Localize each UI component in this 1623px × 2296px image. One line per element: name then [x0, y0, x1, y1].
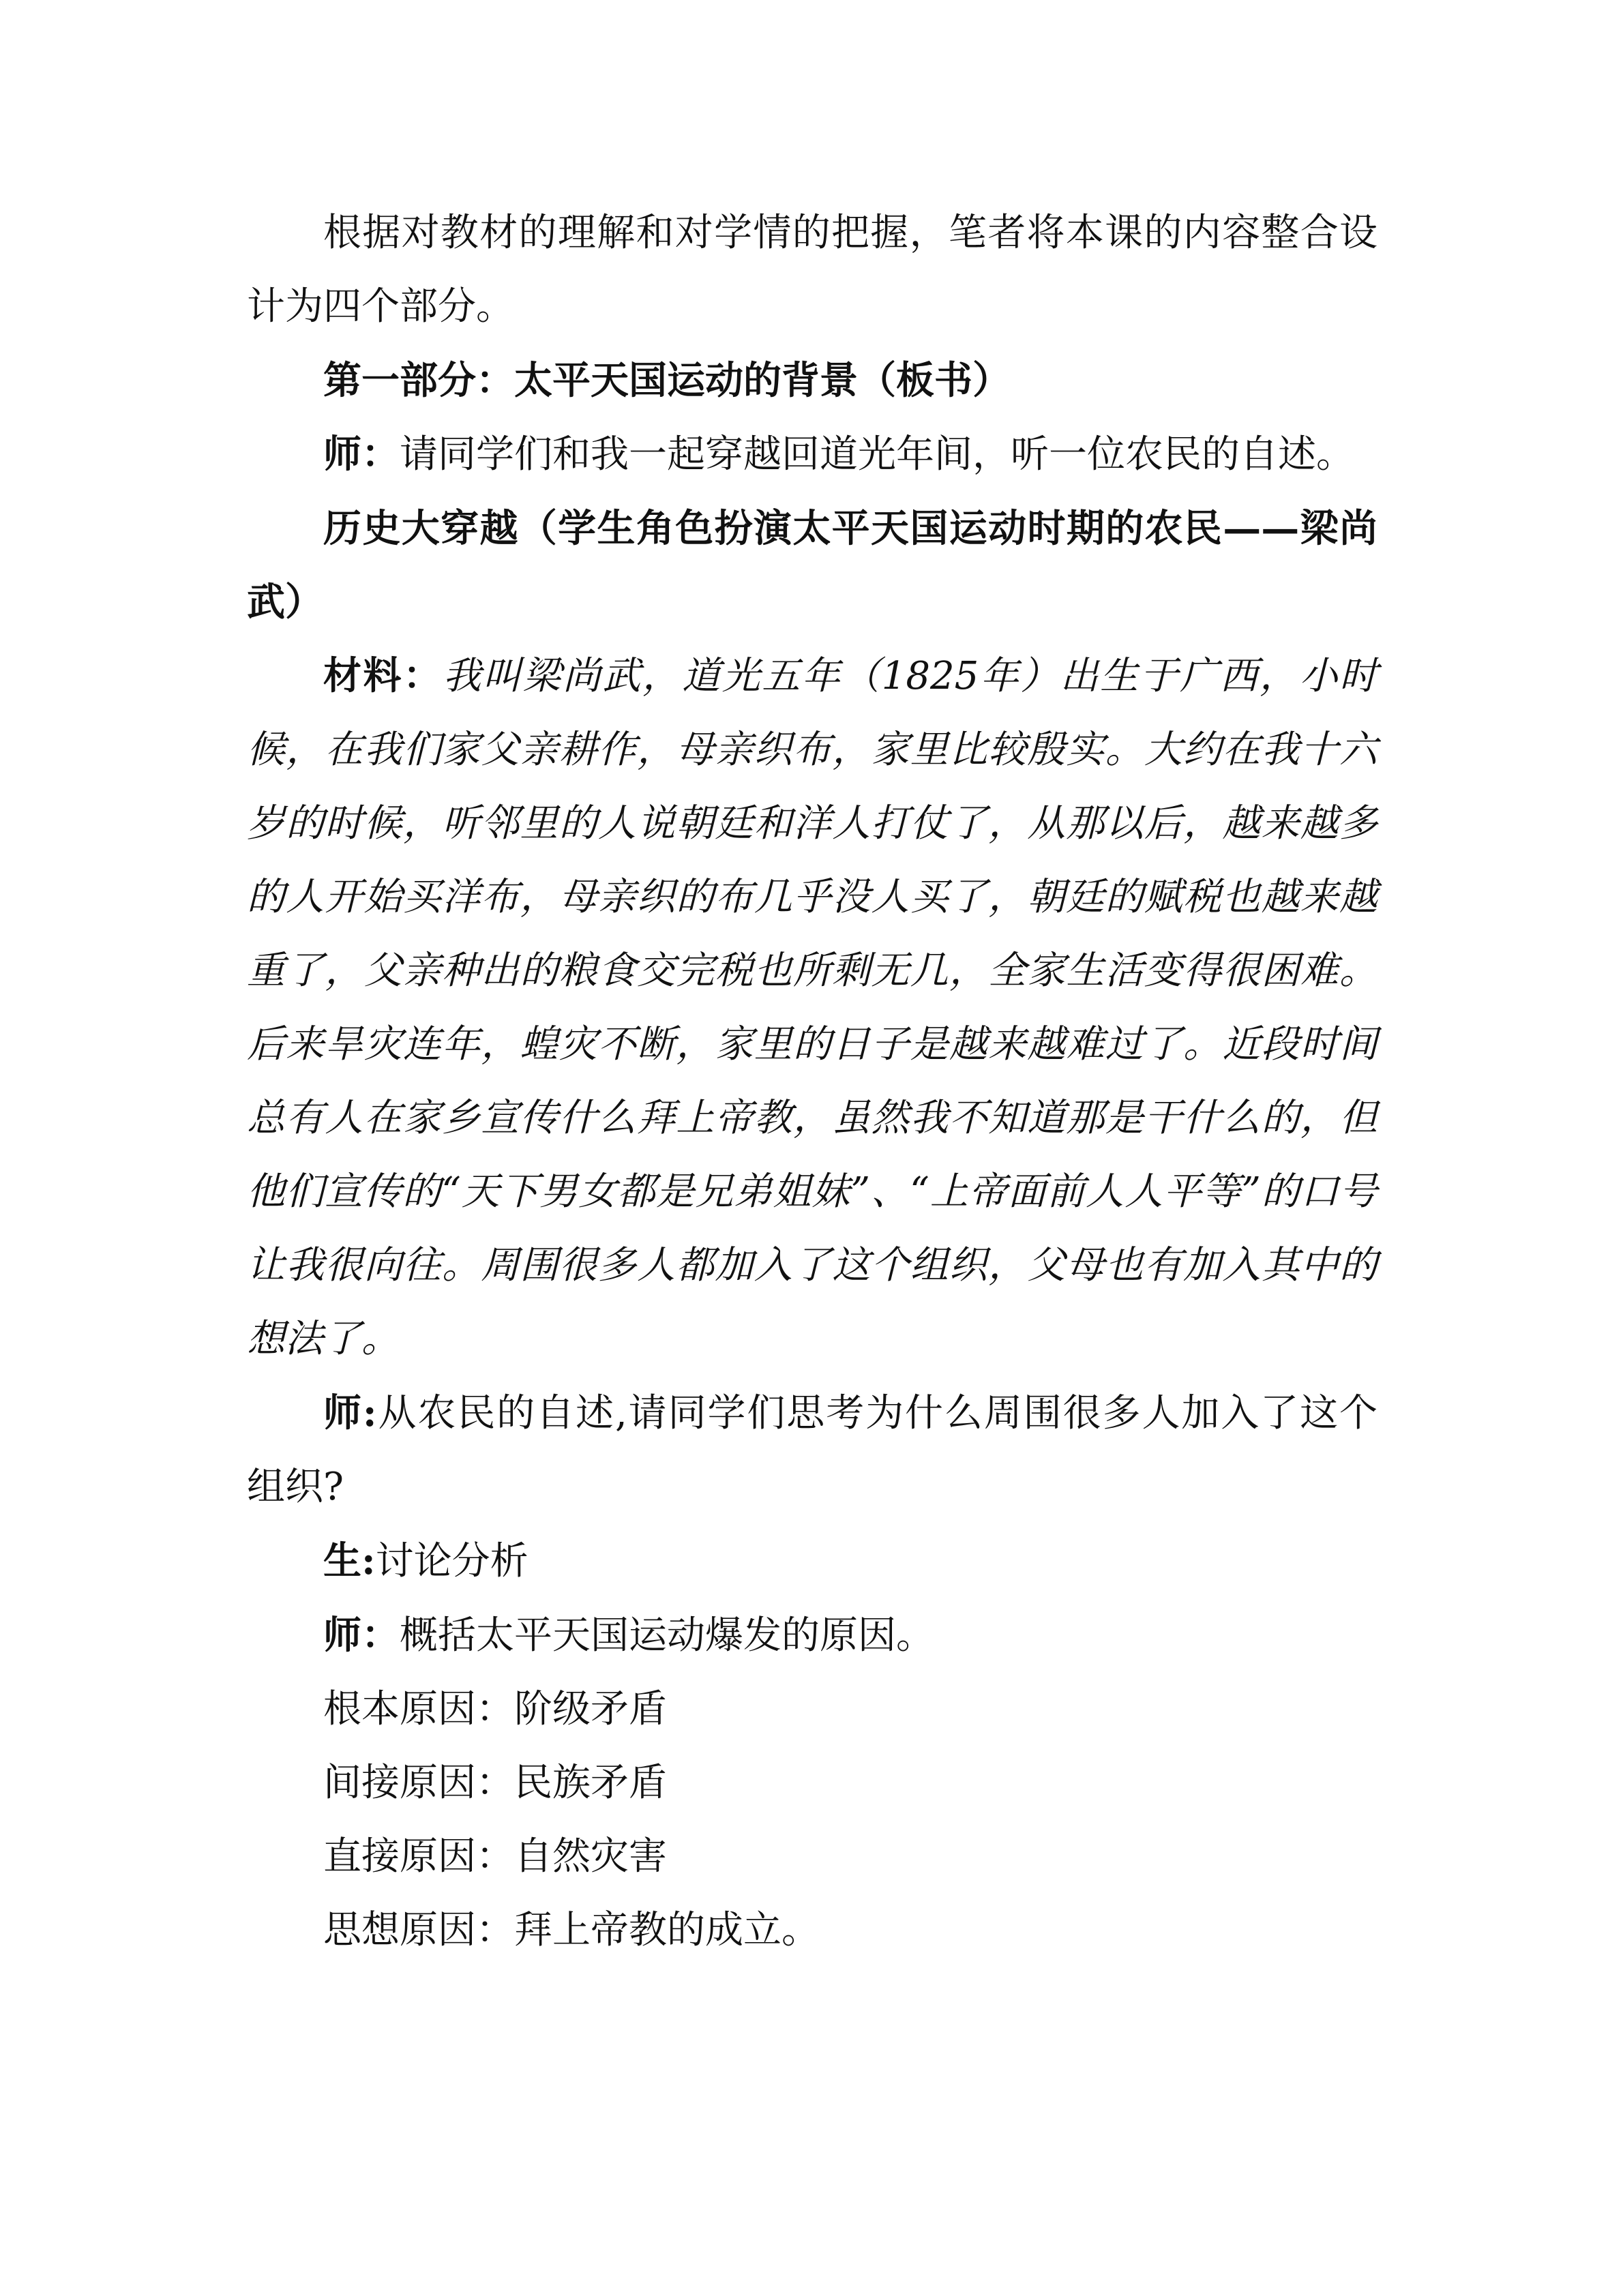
- teacher-text: 概括太平天国运动爆发的原因。: [400, 1613, 934, 1658]
- student-paragraph: [247, 1524, 1378, 1598]
- intro-paragraph: 根据对教材的理解和对学情的把握，笔者将本课的内容整合设计为四个部分。: [247, 211, 1378, 329]
- part1-heading: 第一部分：太平天国运动的背景（板书）: [323, 358, 1011, 403]
- teacher-text: 从农民的自述,请同学们思考为什么周围很多人加入了这个组织?: [247, 1391, 1378, 1509]
- material-paragraph: [247, 639, 1378, 1376]
- material-label: 材料：: [323, 653, 443, 698]
- cause-ideological: 思想原因：拜上帝教的成立。: [323, 1908, 820, 1952]
- cause-root: 根本原因：阶级矛盾: [323, 1687, 667, 1731]
- student-label: 生:: [323, 1538, 376, 1583]
- teacher-label: 师:: [323, 1390, 377, 1435]
- teacher-label: 师：: [323, 1613, 400, 1658]
- teacher-paragraph-2: [247, 1376, 1378, 1524]
- document-page: [247, 196, 1378, 1967]
- cause-indirect: 间接原因：民族矛盾: [323, 1761, 667, 1805]
- teacher-label: 师：: [323, 432, 400, 477]
- activity-heading: 历史大穿越（学生角色扮演太平天国运动时期的农民——梁尚武）: [247, 506, 1378, 625]
- material-text: 我叫梁尚武，道光五年（1825年）出生于广西，小时候，在我们家父亲耕作，母亲织布，家里比较殷实。大约在我十六岁的时候，听邻里的人说朝廷和洋人打仗了，从那以后，越来越多的人开始买洋布，母亲织的布几乎没人买了，朝廷的赋税也越来越重了，父亲种出的粮食交完税也所剩无几，全家生活变得很困难。后来旱灾连年，蝗灾不断，家里的日子是越来越难过了。近段时间总有人在家乡宣传什么拜上帝教，虽然我不知道那是干什么的，但他们宣传的“天下男女都是兄弟姐妹”、“上帝面前人人平等”的口号让我很向往。周围很多人都加入了这个组织，父母也有加入其中的想法了。: [247, 654, 1378, 1361]
- teacher-paragraph-1: [247, 417, 1378, 492]
- student-text: 讨论分析: [375, 1539, 528, 1583]
- cause-direct: 直接原因：自然灾害: [323, 1834, 667, 1879]
- teacher-text: 请同学们和我一起穿越回道光年间，听一位农民的自述。: [400, 432, 1354, 477]
- teacher-paragraph-3: [247, 1598, 1378, 1673]
